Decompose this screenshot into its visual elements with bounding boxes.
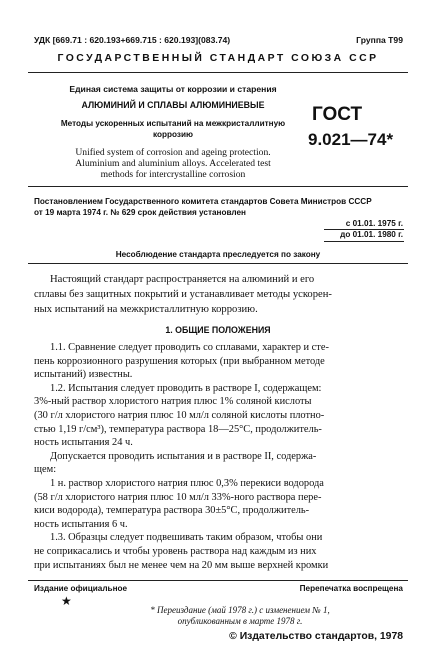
- validity-from: с 01.01. 1975 г.: [345, 219, 403, 228]
- group-code: Группа Т99: [356, 35, 403, 45]
- copyright: © Издательство стандартов, 1978: [229, 631, 403, 642]
- validity-rule-2: [324, 241, 404, 242]
- paragraph-line: ность испытания 24 ч.: [34, 437, 133, 449]
- paragraph-line: 1.2. Испытания следует проводить в растворе I, содержащем:: [50, 382, 322, 394]
- notice-rule: [28, 263, 408, 264]
- paragraph-line: 1 н. раствор хлористого натрия плюс 0,3% перекиси водорода: [50, 477, 324, 489]
- reissue-note-line-1: * Переиздание (май 1978 г.) с изменением № 1,: [150, 605, 330, 615]
- intro-line: Настоящий стандарт распространяется на алюминий и его: [50, 274, 315, 285]
- intro-line: сплавы без защитных покрытий и устанавливает методы ускорен-: [34, 289, 332, 300]
- title-rule: [28, 186, 408, 187]
- footer-rule: [28, 580, 408, 581]
- paragraph-line: испытаний) известны.: [34, 369, 133, 381]
- section-1-body: [34, 341, 410, 572]
- english-title-line-2: Aluminium and aluminium alloys. Accelerated test: [75, 158, 271, 169]
- paragraph-line: ность испытания 6 ч.: [34, 518, 128, 530]
- paragraph-line: (30 г/л хлористого натрия плюс 10 мл/л соляной кислоты плотно-: [34, 409, 325, 421]
- header-rule: [28, 72, 408, 73]
- document-subtitle-line-1: Методы ускоренных испытаний на межкристаллитную: [60, 119, 286, 128]
- paragraph-line: не соприкасались и чтобы уровень раствора над каждым из них: [34, 545, 317, 557]
- validity-to: до 01.01. 1980 г.: [340, 230, 403, 239]
- reissue-note-line-2: опубликованным в марте 1978 г.: [177, 616, 303, 626]
- english-title-line-3: methods for intercrystalline corrosion: [100, 169, 246, 180]
- reprint-forbidden: Перепечатка воспрещена: [299, 584, 403, 593]
- section-1-heading: 1. ОБЩИЕ ПОЛОЖЕНИЯ: [165, 325, 271, 335]
- paragraph-line: щем:: [34, 464, 57, 476]
- paragraph-line: (58 г/л хлористого натрия плюс 10 мл/л 33%-ного раствора пере-: [34, 491, 322, 503]
- paragraph-line: стью 1,19 г/см³), температура раствора 18—25°C, продолжитель-: [34, 423, 322, 435]
- decree-line-2: от 19 марта 1974 г. № 629 срок действия установлен: [34, 208, 246, 217]
- intro-line: ных испытаний на межкристаллитную коррозию.: [34, 304, 258, 315]
- decree-line-1: Постановлением Государственного комитета стандартов Совета Министров СССР: [34, 197, 372, 206]
- system-line: Единая система защиты от коррозии и старения: [69, 84, 277, 94]
- paragraph-line: при испытаниях был не менее чем на 20 мм выше верхней кромки: [34, 559, 329, 571]
- document-subtitle-line-2: коррозию: [153, 130, 193, 139]
- validity-rule-1: [324, 229, 404, 230]
- official-edition: Издание официальное: [34, 584, 128, 593]
- paragraph-line: киси водорода), температура раствора 30±5°C, продолжитель-: [34, 505, 310, 517]
- paragraph-line: пень коррозионного разрушения которых (при выбранном методе: [34, 355, 325, 367]
- gost-number: 9.021—74*: [308, 130, 394, 149]
- english-title-line-1: Unified system of corrosion and ageing protection.: [75, 147, 271, 158]
- paragraph-line: 3%-ный раствор хлористого натрия плюс 1% соляной кислоты: [34, 396, 312, 408]
- paragraph-line: Допускается проводить испытания и в растворе II, содержа-: [50, 450, 317, 462]
- star-icon: ★: [61, 594, 72, 608]
- state-standard-heading: ГОСУДАРСТВЕННЫЙ СТАНДАРТ СОЮЗА ССР: [57, 53, 379, 64]
- document-title: АЛЮМИНИЙ И СПЛАВЫ АЛЮМИНИЕВЫЕ: [81, 100, 265, 110]
- legal-notice: Несоблюдение стандарта преследуется по закону: [115, 250, 321, 259]
- gost-label: ГОСТ: [312, 104, 363, 125]
- paragraph-line: 1.1. Сравнение следует проводить со сплавами, характер и сте-: [50, 342, 329, 353]
- intro-paragraph: [34, 272, 410, 317]
- udk-code: УДК [669.71 : 620.193+669.715 : 620.193](083.74): [34, 35, 231, 45]
- paragraph-line: 1.3. Образцы следует подвешивать таким образом, чтобы они: [50, 532, 323, 544]
